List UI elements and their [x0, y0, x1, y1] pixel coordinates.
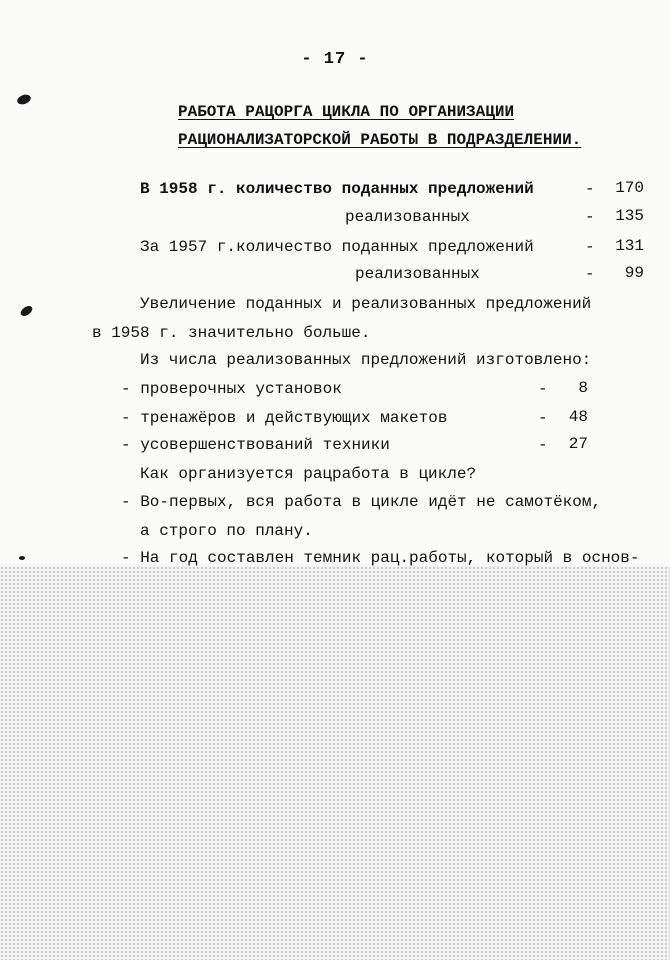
- stat-1958-submitted-value: 170: [615, 179, 644, 197]
- stat-1958-implemented-value: 135: [615, 207, 644, 225]
- made-item-label: - усовершенствований техники: [121, 436, 390, 454]
- stat-1957-implemented-label: реализованных: [355, 265, 480, 283]
- made-item-dash: -: [538, 380, 548, 398]
- ink-smudge: [19, 304, 34, 318]
- stat-1958-implemented-label: реализованных: [345, 208, 470, 226]
- first-point-line-1: - Во-первых, вся работа в цикле идёт не самотёком,: [121, 493, 602, 511]
- made-item-dash: -: [538, 436, 548, 454]
- stat-1957-submitted-label: За 1957 г.количество поданных предложений: [140, 238, 534, 256]
- made-item-value: 8: [578, 379, 588, 397]
- stat-1958-submitted-label: В 1958 г. количество поданных предложений: [140, 180, 534, 198]
- stat-dash: -: [585, 238, 595, 256]
- paragraph-increase-line-1: Увеличение поданных и реализованных предложений: [140, 295, 592, 313]
- second-point-partial: - На год составлен темник рац.работы, который в основ-: [121, 549, 640, 566]
- blank-dotted-area: [0, 566, 670, 960]
- made-item-label: - тренажёров и действующих макетов: [121, 409, 448, 427]
- title-line-1: РАБОТА РАЦОРГА ЦИКЛА ПО ОРГАНИЗАЦИИ: [178, 103, 515, 121]
- made-item-value: 48: [568, 408, 588, 426]
- first-point-line-2: а строго по плану.: [140, 522, 313, 540]
- question: Как организуется рацработа в цикле?: [140, 465, 477, 483]
- stat-dash: -: [585, 208, 595, 226]
- stat-1957-implemented-value: 99: [624, 264, 644, 282]
- made-item-label: - проверочных установок: [121, 380, 342, 398]
- stat-dash: -: [585, 265, 595, 283]
- ink-smudge: [19, 556, 25, 560]
- ink-smudge: [16, 93, 32, 106]
- made-item-value: 27: [568, 435, 588, 453]
- paragraph-increase-line-2: в 1958 г. значительно больше.: [92, 324, 371, 342]
- stat-dash: -: [585, 180, 595, 198]
- title-line-2: РАЦИОНАЛИЗАТОРСКОЙ РАБОТЫ В ПОДРАЗДЕЛЕНИИ.: [178, 131, 582, 149]
- stat-1957-submitted-value: 131: [615, 237, 644, 255]
- page-number: - 17 -: [301, 50, 369, 69]
- made-intro: Из числа реализованных предложений изготовлено:: [140, 351, 592, 369]
- made-item-dash: -: [538, 409, 548, 427]
